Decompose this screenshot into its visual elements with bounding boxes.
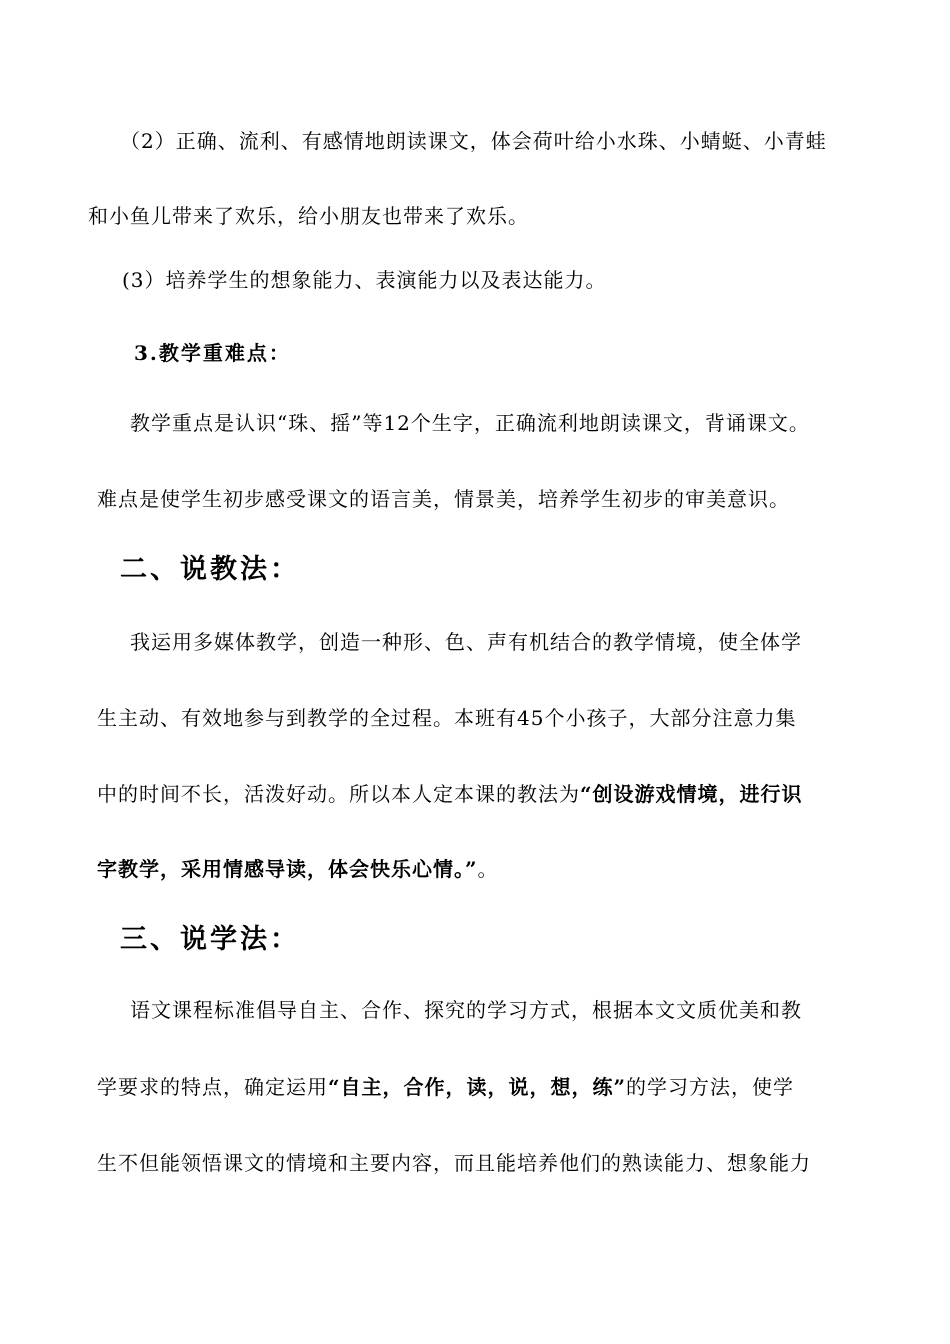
learning-method-line-2-pre: 学要求的特点，确定运用 xyxy=(97,1075,328,1099)
key-points-heading: 3.教学重难点： xyxy=(134,341,291,365)
learning-method-line-1: 语文课程标准倡导自主、合作、探究的学习方式，根据本文文质优美和教 xyxy=(130,998,802,1022)
teaching-method-emphasis-1: “创设游戏情境，进行识 xyxy=(580,782,803,806)
learning-method-line-2 xyxy=(97,1077,794,1097)
objective-item-2-line-2: 和小鱼儿带来了欢乐，给小朋友也带来了欢乐。 xyxy=(88,204,529,228)
teaching-method-line-3 xyxy=(97,784,803,804)
teaching-method-line-2: 生主动、有效地参与到教学的全过程。本班有45个小孩子，大部分注意力集 xyxy=(97,706,797,730)
learning-method-line-3: 生不但能领悟课文的情境和主要内容，而且能培养他们的熟读能力、想象能力 xyxy=(97,1151,811,1175)
learning-method-line-2-post: 的学习方法，使学 xyxy=(626,1075,795,1099)
teaching-method-line-3-text: 中的时间不长，活泼好动。所以本人定本课的教法为 xyxy=(97,782,580,806)
teaching-method-line-1: 我运用多媒体教学，创造一种形、色、声有机结合的教学情境，使全体学 xyxy=(130,630,802,654)
teaching-method-line-4-tail: 。 xyxy=(477,857,499,881)
key-points-line-1: 教学重点是认识“珠、摇”等12个生字，正确流利地朗读课文，背诵课文。 xyxy=(130,411,810,435)
learning-method-heading: 三、说学法： xyxy=(120,924,300,955)
teaching-method-heading: 二、说教法： xyxy=(120,554,300,585)
objective-item-2-line-1: （2）正确、流利、有感情地朗读课文，体会荷叶给小水珠、小蜻蜓、小青蛙 xyxy=(120,129,827,153)
key-points-line-2: 难点是使学生初步感受课文的语言美，情景美，培养学生初步的审美意识。 xyxy=(97,487,790,511)
learning-method-emphasis: “自主，合作，读，说，想，练” xyxy=(328,1075,627,1099)
objective-item-3: (3）培养学生的想象能力、表演能力以及表达能力。 xyxy=(122,268,607,292)
teaching-method-line-4 xyxy=(97,859,499,879)
teaching-method-emphasis-2: 字教学，采用情感导读，体会快乐心情。” xyxy=(97,857,478,881)
